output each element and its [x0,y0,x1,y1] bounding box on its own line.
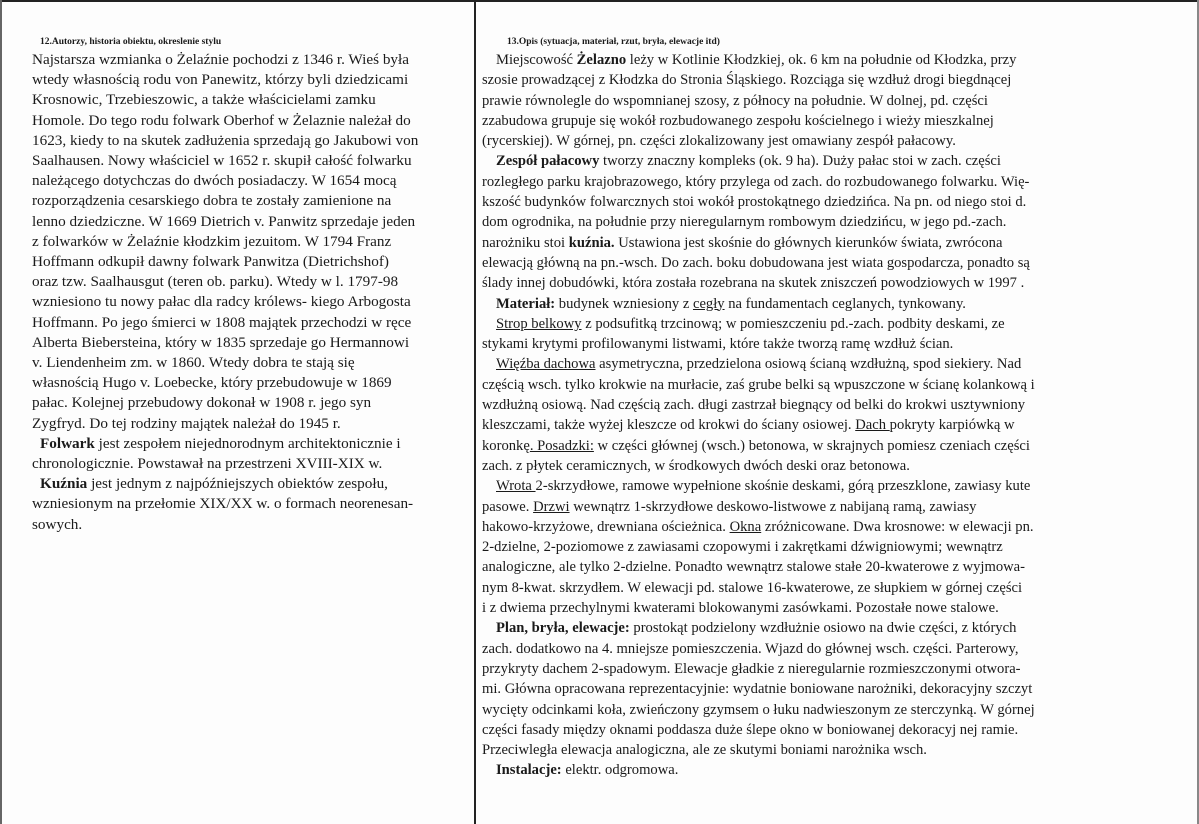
doors-windows-paragraph [482,476,1188,618]
plan-paragraph [482,618,1188,760]
text-run: tworzy znaczny kompleks (ok. 9 ha). Duży pałac stoi w zach. części [599,153,1001,170]
kuznia-paragraph [32,474,470,535]
underlined-term: cegły [692,295,725,312]
text-line: chronologicznie. Powstawał na przestrzeni XVIII-XIX w. [32,455,383,473]
text-run: zróżnicowane. Dwa krosnowe: w elewacji pn. [761,518,1034,535]
text-line: zach. dodatkowo na 4. mniejsze pomieszczenia. Wjazd do głównej wsch. części. Parterowy, [482,640,1019,657]
text-line [482,151,1188,171]
page-left-edge [0,0,2,824]
underlined-term: . Posadzki: [529,437,594,454]
text-line: mi. Główna opracowana reprezentacyjnie: wydatnie boniowane narożniki, dekoracyjny szczyt [482,681,1033,698]
text-line: części fasady między oknami poddasza duże ślepe okno w boniowanej dekoracyj nej ramie. [482,721,1019,738]
text-line [482,314,1188,334]
text-line [32,474,470,494]
text-line: Alberta Biebersteina, który w 1835 sprzedaje go Hermannowi [32,333,410,351]
underlined-term: Drzwi [533,498,570,515]
text-line: Hoffmann. Po jego śmierci w 1808 majątek przechodzi w ręce [32,313,412,331]
text-line: prawie równolegle do wspomnianej szosy, z północy na południe. W dolnej, pd. części [482,92,988,109]
text-line [482,476,1188,496]
text-line: rozporządzenia cesarskiego dobra te zostały zamienione na [32,192,392,210]
text-line: nym 8-kwat. skrzydłem. W elewacji pd. stalowe 16-kwaterowe, ze słupkiem w górnej części [482,579,1023,596]
text-line: elewacją główną na pn.-wsch. Do zach. boku dobudowana jest wiata gospodarcza, ponadto są [482,254,1030,271]
text-line [482,294,1188,314]
palace-complex-paragraph [482,151,1188,293]
text-line: pałac. Kolejnej przebudowy dokonał w 1908 r. jego syn [32,394,372,412]
text-run: asymetryczna, przedzielona osiową ścianą wzdłużną, spod siekiery. Nad [595,356,1022,373]
text-run: prostokąt podzielony wzdłużnie osiowo na dwie części, z których [629,620,1017,637]
underlined-term: Dach [855,417,890,434]
text-line: Krosnowic, Trzebieszowic, a także właścicielami zamku [32,91,376,109]
text-line [482,50,1188,70]
text-line: analogiczne, ale tylko 2-dzielne. Ponadto wewnątrz stalowe stałe 20-kwaterowe z wyjmowa- [482,559,1026,576]
text-line [482,415,1188,435]
page-top-edge [0,0,1199,2]
text-run: budynek wzniesiony z [555,295,693,312]
text-run: w części głównej (wsch.) betonowa, w skrajnych pomiesz czeniach części [593,437,1030,454]
text-line: oraz tzw. Saalhausgut (teren ob. parku). Wtedy w l. 1797-98 [32,273,399,291]
text-run: Ustawiona jest skośnie do głównych kierunków świata, zwrócona [614,234,1003,251]
text-line: należącego dotychczas do dwóch posiadaczy. W 1654 mocą [32,172,397,190]
text-line: Homole. Do tego rodu folwark Oberhof w Żelaznie należał do [32,111,411,129]
material-paragraph [482,294,1188,314]
text-line: 1623, kiedy to na skutek zadłużenia sprzedają go Jakubowi von [32,131,419,149]
roof-truss-paragraph [482,354,1188,476]
material-term: Materiał: [496,295,556,312]
text-line: Przeciwległa elewacja analogiczna, ale ze skutymi boniami narożnika wsch. [482,742,927,759]
kuznia-term: kuźnia. [568,234,615,251]
text-run: elektr. odgromowa. [561,762,679,779]
text-run: koronkę [482,437,530,454]
text-line: szosie prowadzącej z Kłodzka do Stronia Śląskiego. Rozciąga się wzdłuż drogi biegdnącej [482,72,1012,89]
text-line [482,497,1188,517]
text-line: Hoffmann odkupił dawny folwark Panwitza (Dietrichshof) [32,253,389,271]
description-column [482,36,1188,781]
history-column [32,36,470,535]
location-paragraph [482,50,1188,151]
text-run: kleszczami, także wyżej kleszcze od krokwi do ściany osiowej. [482,417,856,434]
text-line: z folwarków w Żelaźnie kłodzkim jezuitom. W 1794 Franz [32,232,392,250]
text-line: zach. z płytek ceramicznych, w środkowych dwóch deski oraz betonowa. [482,457,910,474]
text-run: jest zespołem niejednorodnym architektonicznie i [94,434,401,452]
text-line: wtedy własnością rodu von Panewitz, którzy byli dziedzicami [32,71,409,89]
text-line: Zygfryd. Do tej rodziny majątek należał do 1945 r. [32,414,341,432]
text-run: z podsufitką trzcinową; w pomieszczeniu pd.-zach. podbity deskami, ze [581,315,1005,332]
text-line: (rycerskiej). W górnej, pn. części zlokalizowany jest omawiany zespół pałacowy. [482,133,956,150]
text-run: leży w Kotlinie Kłodzkiej, ok. 6 km na południe od Kłodzka, przy [626,52,1017,68]
text-line: przykryty dachem 2-spadowym. Elewacje gładkie z nieregularnie rozmieszczonymi otwora- [482,660,1021,677]
underlined-term: Strop belkowy [496,315,582,332]
text-line [482,233,1188,253]
zelazno-term: Żelazno [576,52,627,68]
text-line: kszość budynków folwarcznych stoi wokół prostokątnego dziedzińca. Na pn. od niego stoi d. [482,194,1027,211]
history-paragraph [32,50,470,434]
text-line: własnością Hugo v. Loebecke, który przebudowuje w 1869 [32,374,392,392]
text-run: hakowo-krzyżowe, drewniana ościeżnica. [482,518,730,535]
text-line: lenno dziedziczne. W 1669 Dietrich v. Panwitz sprzedaje jeden [32,212,416,230]
text-line: zzabudowa grupuje się wokół rozbudowanego zespołu kościelnego i wieży mieszkalnej [482,112,994,129]
text-line: wzniesionym na przełomie XIX/XX w. o formach neorenesan- [32,495,414,513]
text-line: v. Liendenheim zm. w 1860. Wtedy dobra te stają się [32,354,355,372]
text-line: sowych. [32,515,83,533]
text-line: ślady innej dobudówki, która została rozebrana na skutek zniszczeń powodziowych w 1997 . [482,275,1025,292]
text-line: i z dwiema przechylnymi kwaterami blokowanymi zasówkami. Pozostałe nowe stalowe. [482,600,999,617]
text-line: częścią wsch. tylko krokwie na murłacie, zaś grube belki są wpuszczone w ścianę kolankową i [482,376,1035,393]
folwark-paragraph [32,434,470,474]
text-run: 2-skrzydłowe, ramowe wypełnione skośnie deskami, górą przeszklone, zawiasy kute [535,478,1031,495]
underlined-term: Więźba dachowa [496,356,596,373]
underlined-term: Wrota [496,478,536,495]
text-run: wewnątrz 1-skrzydłowe deskowo-listwowe z nabijaną ramą, zawiasy [569,498,977,515]
text-line [482,354,1188,374]
column-divider [474,0,476,824]
installations-paragraph [482,760,1188,780]
text-run: jest jednym z najpóźniejszych obiektów zespołu, [87,475,388,493]
text-line: wzdłużną osiową. Nad częścią zach. długi zastrzał biegnący od belki do krokwi usztywniony [482,397,1026,414]
kuznia-term: Kuźnia [40,475,88,493]
text-run: pasowe. [482,498,534,515]
underlined-term: Okna [729,518,762,535]
text-line: Saalhausen. Nowy właściciel w 1652 r. skupił całość folwarku [32,152,412,170]
palace-complex-term: Zespół pałacowy [496,153,600,170]
plan-term: Plan, bryła, elewacje: [496,620,630,637]
text-line: 2-dzielne, 2-poziomowe z zawiasami czopowymi i zakrętkami dźwigniowymi; wewnątrz [482,539,1003,556]
folwark-term: Folwark [40,434,95,452]
text-run: pokryty karpiówką w [889,417,1015,434]
text-line [482,618,1188,638]
text-line: rozległego parku krajobrazowego, który przylega od zach. do rozbudowanego folwarku. Wię- [482,173,1030,190]
text-line: dom ogrodnika, na południe przy nieregularnym rombowym dziedzińcu, w jego pd.-zach. [482,214,1007,231]
text-line: wycięty odcinkami koła, zwieńczony gzymsem o łuku nadwieszonym ze sterczynką. W górnej [482,701,1035,718]
history-heading: 12.Autorzy, historia obiektu, okreslenie stylu [40,37,222,47]
text-line: wzniesiono tu nowy pałac dla radcy królews- kiego Arbogosta [32,293,411,311]
text-run: Miejscowość [496,52,577,68]
text-run: narożniku stoi [482,234,569,251]
installations-term: Instalacje: [496,762,562,779]
text-line: Najstarsza wzmianka o Żelaźnie pochodzi z 1346 r. Wieś była [32,51,409,68]
text-run: na fundamentach ceglanych, tynkowany. [724,295,966,312]
text-line [482,517,1188,537]
text-line [32,434,470,454]
text-line: stykami krytymi profilowanymi listwami, które także tworzą ramę wzdłuż ścian. [482,336,954,353]
text-line [482,760,1188,780]
description-heading: 13.Opis (sytuacja, materiał, rzut, bryła, elewacje itd) [507,37,720,47]
ceiling-paragraph [482,314,1188,355]
text-line [482,436,1188,456]
